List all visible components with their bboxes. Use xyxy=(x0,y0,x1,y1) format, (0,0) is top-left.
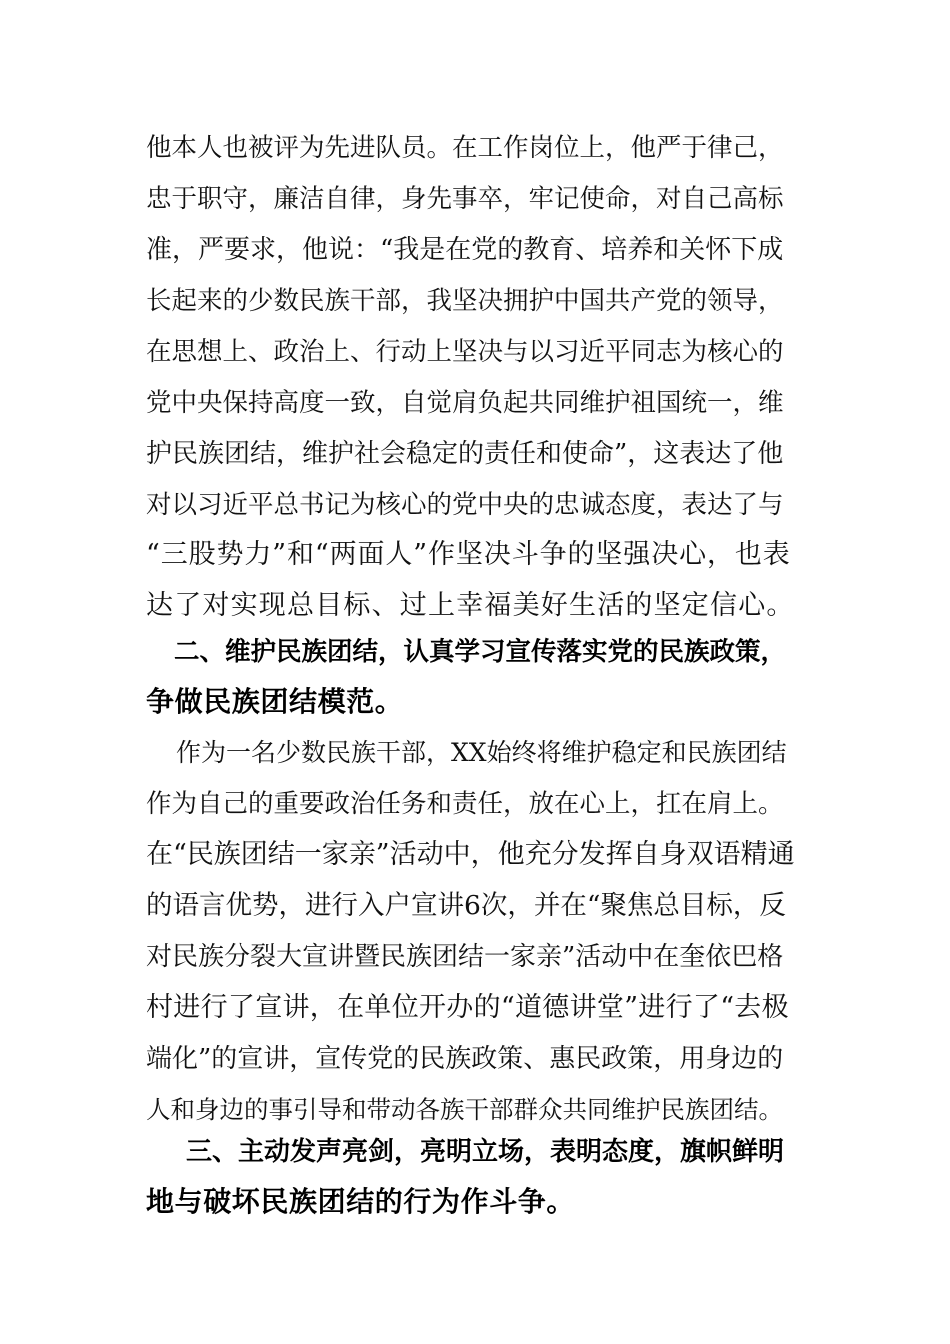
body-text-line: 作为自己的重要政治任务和责任，放在心上，扛在肩上。 xyxy=(146,789,784,819)
body-text-line: 长起来的少数民族干部，我坚决拥护中国共产党的领导， xyxy=(146,286,784,316)
body-text-line: 在思想上、政治上、行动上坚决与以习近平同志为核心的 xyxy=(146,337,784,367)
section-heading: 争做民族团结模范。 xyxy=(146,685,404,718)
body-text-line: 端化”的宣讲，宣传党的民族政策、惠民政策，用身边的 xyxy=(146,1044,784,1074)
section-heading: 三、主动发声亮剑，亮明立场，表明态度，旗帜鲜明 xyxy=(186,1137,785,1167)
section-heading: 地与破坏民族团结的行为作斗争。 xyxy=(146,1185,576,1218)
body-text-line: 准，严要求，他说：“我是在党的教育、培养和关怀下成 xyxy=(146,235,784,265)
body-text-line: 达了对实现总目标、过上幸福美好生活的坚定信心。 xyxy=(146,590,795,621)
body-text-line: 的语言优势，进行入户宣讲6次，并在“聚焦总目标，反 xyxy=(146,890,786,921)
body-text-line: 对民族分裂大宣讲暨民族团结一家亲”活动中在奎依巴格 xyxy=(146,942,784,972)
body-text-line: 党中央保持高度一致，自觉肩负起共同维护祖国统一，维 xyxy=(146,388,784,418)
body-text-line: 村进行了宣讲，在单位开办的“道德讲堂”进行了“去极 xyxy=(146,992,789,1023)
body-text-line: 人和身边的事引导和带动各族干部群众共同维护民族团结。 xyxy=(146,1095,783,1124)
body-text-line: 在“民族团结一家亲”活动中，他充分发挥自身双语精通 xyxy=(146,839,795,870)
body-text-line: “三股势力”和“两面人”作坚决斗争的坚强决心，也表 xyxy=(146,539,791,570)
body-text-line: 作为一名少数民族干部，XX始终将维护稳定和民族团结 xyxy=(176,738,787,767)
body-text-line: 他本人也被评为先进队员。在工作岗位上，他严于律己， xyxy=(146,133,784,163)
body-text-line: 护民族团结，维护社会稳定的责任和使命”，这表达了他 xyxy=(146,439,784,469)
body-text-line: 对以习近平总书记为核心的党中央的忠诚态度，表达了与 xyxy=(146,490,784,520)
body-text-line: 忠于职守，廉洁自律，身先事卒，牢记使命，对自己高标 xyxy=(146,184,784,214)
section-heading: 二、维护民族团结，认真学习宣传落实党的民族政策， xyxy=(174,637,787,667)
